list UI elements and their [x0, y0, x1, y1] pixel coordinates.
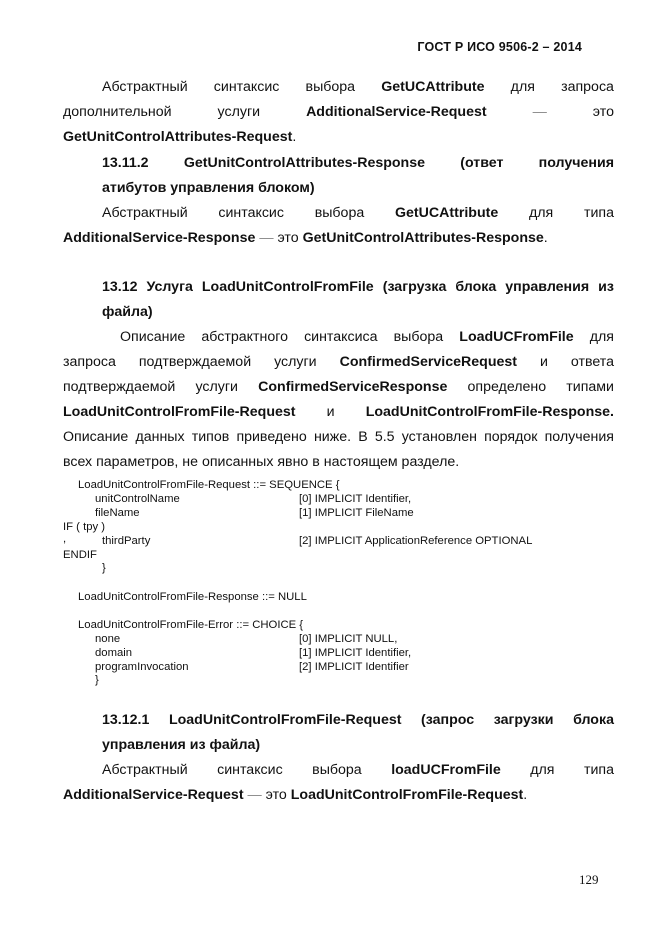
- code-response: LoadUnitControlFromFile-Response ::= NULL: [78, 591, 307, 603]
- heading-13-12: 13.12 Услуга LoadUnitControlFromFile (загрузка блока управления из: [102, 279, 614, 295]
- heading-13-12-1: 13.12.1 LoadUnitControlFromFile-Request (запрос загрузки блока: [102, 712, 614, 728]
- code-close-brace: }: [102, 562, 106, 574]
- p3-line3: подтверждаемой услуги ConfirmedServiceResponse определено типами: [63, 379, 614, 395]
- code-field-type: [2] IMPLICIT ApplicationReference OPTIONAL: [299, 535, 533, 547]
- code-comma: ,: [63, 533, 67, 545]
- heading-13-11-2: 13.11.2 GetUnitControlAttributes-Response (ответ получения: [102, 155, 614, 171]
- code-error-head: LoadUnitControlFromFile-Error ::= CHOICE {: [78, 619, 304, 631]
- page-number: 129: [579, 872, 599, 887]
- running-header: ГОСТ Р ИСО 9506-2 – 2014: [417, 40, 582, 54]
- code-field: thirdParty: [102, 535, 151, 547]
- p1-line2: дополнительной услуги AdditionalService-Request — это: [63, 104, 614, 120]
- code-field-type: [0] IMPLICIT NULL,: [299, 633, 398, 645]
- heading-13-12-line2: файла): [102, 304, 153, 320]
- code-request-head: LoadUnitControlFromFile-Request ::= SEQUENCE {: [78, 479, 340, 491]
- code-field: unitControlName: [95, 493, 180, 505]
- p3-line1: Описание абстрактного синтаксиса выбора LoadUCFromFile для: [120, 329, 614, 345]
- p2-line1: Абстрактный синтаксис выбора GetUCAttribute для типа: [102, 205, 614, 221]
- heading-13-11-2-line2: атибутов управления блоком): [102, 180, 315, 196]
- p1-line1: Абстрактный синтаксис выбора GetUCAttribute для запроса: [102, 79, 614, 95]
- code-field: programInvocation: [95, 661, 189, 673]
- code-field: none: [95, 633, 121, 645]
- code-field-type: [2] IMPLICIT Identifier: [299, 661, 409, 673]
- code-field-type: [0] IMPLICIT Identifier,: [299, 493, 412, 505]
- code-if: IF ( tpy ): [63, 521, 106, 533]
- p3-line4: LoadUnitControlFromFile-Request и LoadUnitControlFromFile-Response.: [63, 404, 614, 420]
- p2-line2: AdditionalService-Response — это GetUnitControlAttributes-Response.: [63, 230, 548, 246]
- code-field-type: [1] IMPLICIT Identifier,: [299, 647, 412, 659]
- p3-line5: Описание данных типов приведено ниже. В 5.5 установлен порядок получения: [63, 429, 614, 445]
- p4-line2: AdditionalService-Request — это LoadUnitControlFromFile-Request.: [63, 787, 528, 803]
- heading-13-12-1-line2: управления из файла): [102, 737, 261, 753]
- code-field: fileName: [95, 507, 140, 519]
- p3-line6: всех параметров, не описанных явно в настоящем разделе.: [63, 454, 460, 470]
- code-close-brace: }: [95, 674, 99, 686]
- code-field: domain: [95, 647, 133, 659]
- p3-line2: запроса подтверждаемой услуги ConfirmedServiceRequest и ответа: [63, 354, 614, 370]
- p1-line3: GetUnitControlAttributes-Request.: [63, 129, 297, 145]
- p4-line1: Абстрактный синтаксис выбора loadUCFromFile для типа: [102, 762, 614, 778]
- code-field-type: [1] IMPLICIT FileName: [299, 507, 414, 519]
- code-endif: ENDIF: [63, 549, 97, 561]
